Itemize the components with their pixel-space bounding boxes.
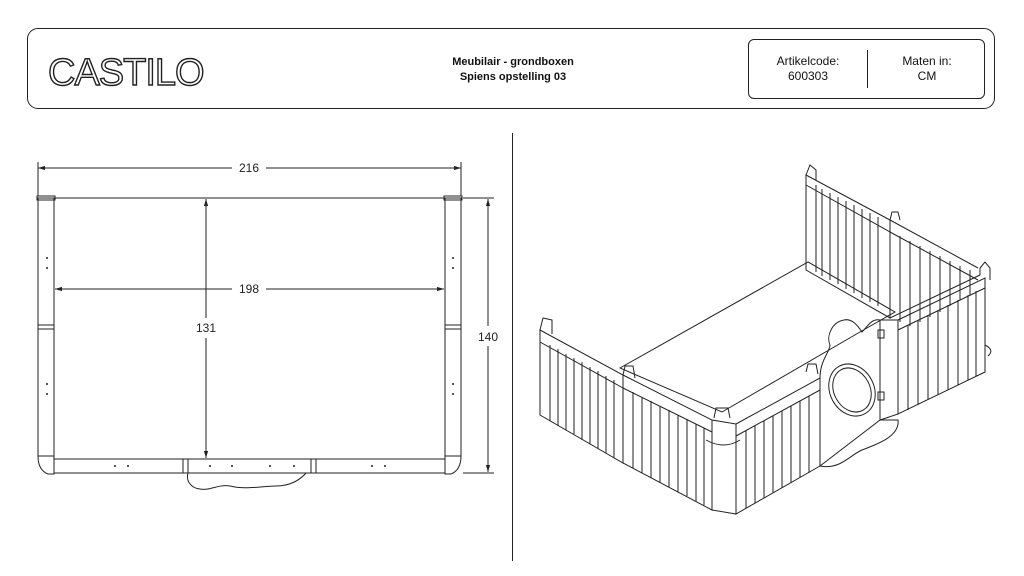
- front-wall: [54, 459, 445, 473]
- dim-inner-depth: 131: [195, 321, 217, 335]
- iso-right-fence: [898, 262, 991, 414]
- iso-door-panel: [820, 320, 898, 467]
- drawing-title-line2: Spiens opstelling 03: [459, 71, 567, 83]
- iso-front-fence: [623, 375, 740, 514]
- dim-outer-width: 216: [238, 161, 260, 175]
- plan-view: [37, 162, 494, 489]
- svg-text:CASTILO: CASTILO: [48, 52, 204, 93]
- floor-area: [54, 198, 445, 459]
- article-code-value: 600303: [787, 69, 829, 83]
- dim-inner-width: 198: [238, 282, 260, 296]
- dimension-labels: [196, 161, 498, 344]
- front-panel-bump: [188, 473, 307, 489]
- iso-left-fence: [540, 318, 635, 463]
- isometric-view: [540, 165, 991, 514]
- iso-rear-fence: [806, 165, 980, 326]
- corner-bottom-right: [445, 456, 461, 474]
- right-wall: [445, 198, 461, 456]
- left-wall: [38, 198, 54, 456]
- drawing-title-line1: Meubilair - grondboxen: [452, 56, 574, 68]
- article-code-label: Artikelcode:: [776, 54, 840, 68]
- dim-outer-depth: 140: [477, 330, 499, 344]
- corner-bottom-left: [38, 456, 54, 474]
- iso-front-right-fence: [736, 364, 820, 514]
- units-label: Maten in:: [902, 54, 952, 68]
- units-value: CM: [917, 69, 937, 83]
